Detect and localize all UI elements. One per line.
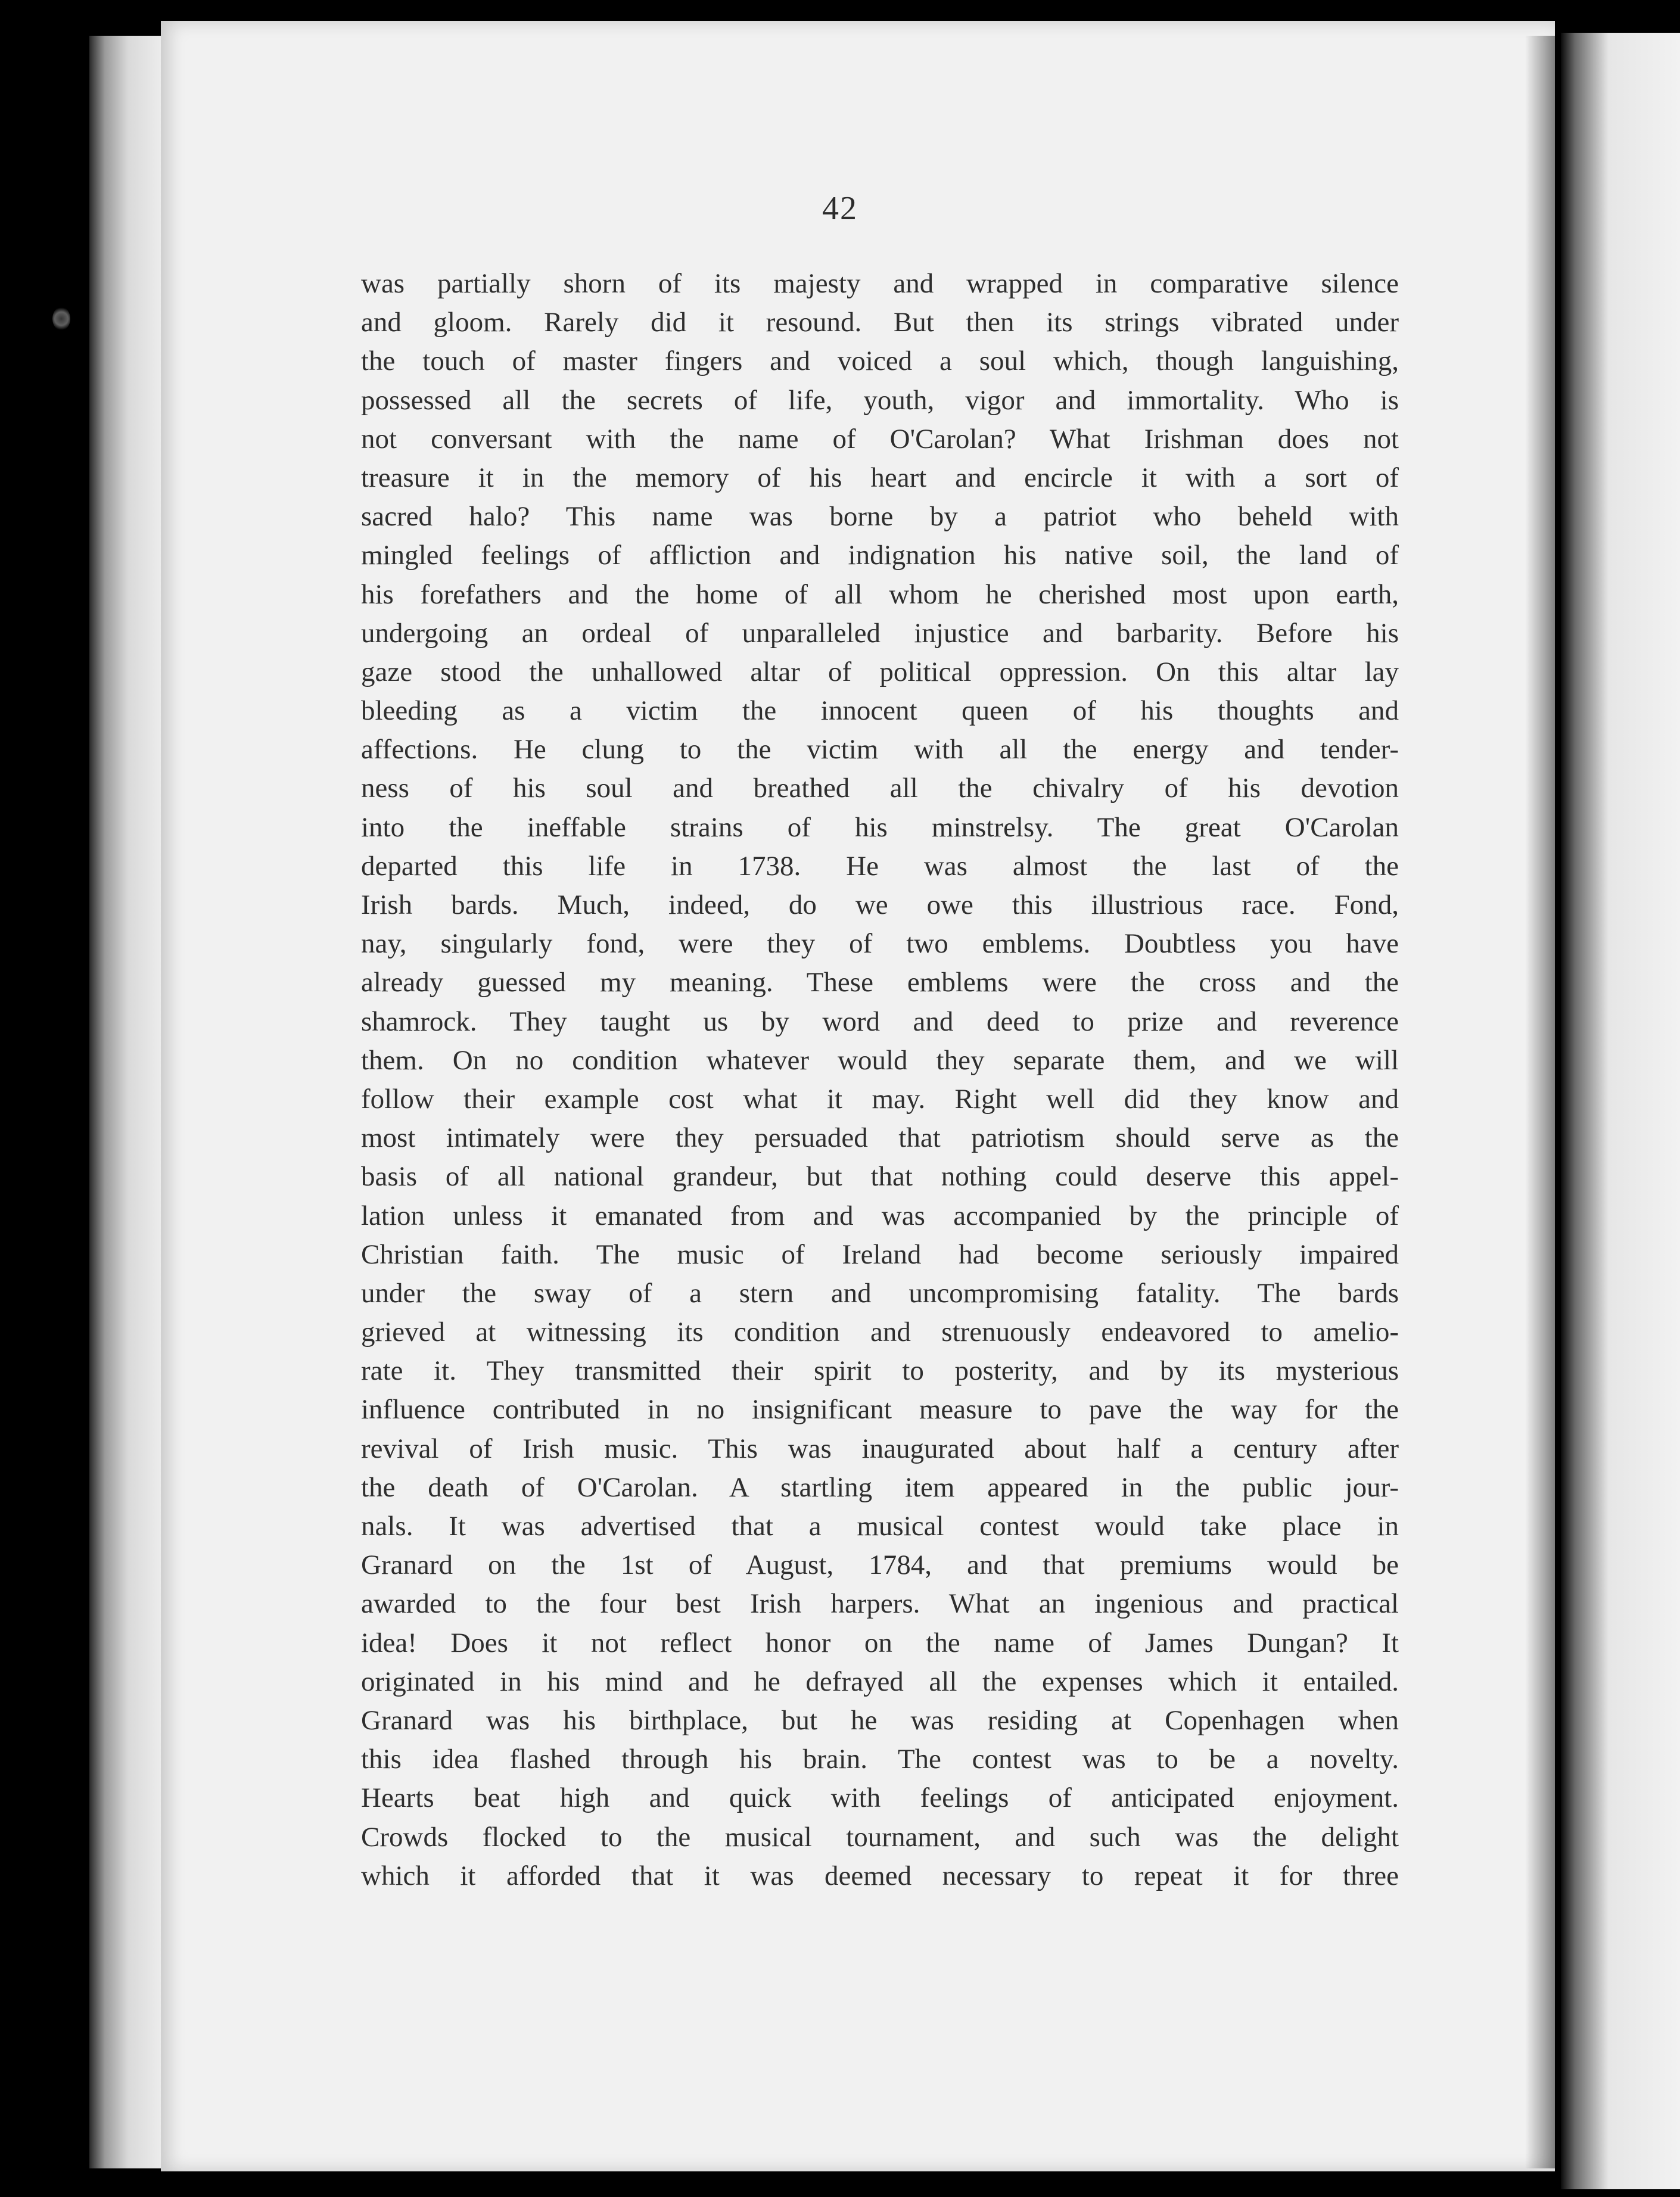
text-line: grieved at witnessing its condition and strenuously endeavored to amelio- xyxy=(361,1317,1399,1348)
text-line: Christian faith. The music of Ireland had become seriously impaired xyxy=(361,1238,1399,1270)
text-line: affections. He clung to the victim with all the energy and tender- xyxy=(361,734,1399,765)
text-line: under the sway of a stern and uncompromising fatality. The bards xyxy=(361,1277,1399,1309)
text-line: treasure it in the memory of his heart and encircle it with a sort of xyxy=(361,462,1399,493)
book-spine-edge xyxy=(89,36,167,2168)
text-line: the touch of master fingers and voiced a soul which, though languishing, xyxy=(361,346,1399,377)
text-line: nay, singularly fond, were they of two emblems. Doubtless you have xyxy=(361,928,1399,960)
text-line: Irish bards. Much, indeed, do we owe this illustrious race. Fond, xyxy=(361,889,1399,920)
text-line: into the ineffable strains of his minstrelsy. The great O'Carolan xyxy=(361,811,1399,843)
text-line: which it afforded that it was deemed necessary to repeat it for three xyxy=(361,1860,1399,1891)
text-line: them. On no condition whatever would they separate them, and we will xyxy=(361,1044,1399,1076)
text-line: possessed all the secrets of life, youth, vigor and immortality. Who is xyxy=(361,384,1399,416)
text-line: nals. It was advertised that a musical contest would take place in xyxy=(361,1511,1399,1542)
text-line: Granard was his birthplace, but he was residing at Copenhagen when xyxy=(361,1704,1399,1736)
page-number: 42 xyxy=(822,190,858,227)
text-line: sacred halo? This name was borne by a patriot who beheld with xyxy=(361,501,1399,533)
text-line: and gloom. Rarely did it resound. But then its strings vibrated under xyxy=(361,307,1399,338)
text-line: follow their example cost what it may. Right well did they know and xyxy=(361,1083,1399,1115)
text-line: not conversant with the name of O'Carolan? What Irishman does not xyxy=(361,423,1399,455)
text-line: rate it. They transmitted their spirit to posterity, and by its mysterious xyxy=(361,1355,1399,1387)
text-line: Granard on the 1st of August, 1784, and that premiums would be xyxy=(361,1549,1399,1581)
text-line: influence contributed in no insignificant measure to pave the way for the xyxy=(361,1394,1399,1426)
text-line: revival of Irish music. This was inaugurated about half a century after xyxy=(361,1433,1399,1464)
text-line: gaze stood the unhallowed altar of political oppression. On this altar lay xyxy=(361,656,1399,687)
text-line: undergoing an ordeal of unparalleled injustice and barbarity. Before his xyxy=(361,617,1399,649)
text-line: Crowds flocked to the musical tournament, and such was the delight xyxy=(361,1821,1399,1853)
text-line: Hearts beat high and quick with feelings of anticipated enjoyment. xyxy=(361,1782,1399,1814)
text-line: mingled feelings of affliction and indignation his native soil, the land of xyxy=(361,540,1399,571)
text-line: this idea flashed through his brain. The contest was to be a novelty. xyxy=(361,1744,1399,1775)
text-line: originated in his mind and he defrayed all the expenses which it entailed. xyxy=(361,1666,1399,1697)
text-line: ness of his soul and breathed all the chivalry of his devotion xyxy=(361,773,1399,804)
text-line: departed this life in 1738. He was almost the last of the xyxy=(361,850,1399,882)
facing-page-edge xyxy=(1561,33,1680,2189)
body-text xyxy=(361,264,1399,1896)
text-line: lation unless it emanated from and was accompanied by the principle of xyxy=(361,1200,1399,1231)
text-line: most intimately were they persuaded that patriotism should serve as the xyxy=(361,1122,1399,1154)
text-line: bleeding as a victim the innocent queen of his thoughts and xyxy=(361,695,1399,727)
text-line: idea! Does it not reflect honor on the name of James Dungan? It xyxy=(361,1627,1399,1658)
text-line: shamrock. They taught us by word and deed to prize and reverence xyxy=(361,1006,1399,1037)
text-line: already guessed my meaning. These emblems were the cross and the xyxy=(361,967,1399,998)
text-line: the death of O'Carolan. A startling item appeared in the public jour- xyxy=(361,1471,1399,1503)
scan-smudge-mark xyxy=(52,307,70,331)
text-line: was partially shorn of its majesty and wrapped in comparative silence xyxy=(361,268,1399,299)
text-line: awarded to the four best Irish harpers. What an ingenious and practical xyxy=(361,1588,1399,1620)
text-line: basis of all national grandeur, but that nothing could deserve this appel- xyxy=(361,1161,1399,1193)
gutter-shadow xyxy=(1525,36,1561,2168)
text-line: his forefathers and the home of all whom he cherished most upon earth, xyxy=(361,578,1399,610)
